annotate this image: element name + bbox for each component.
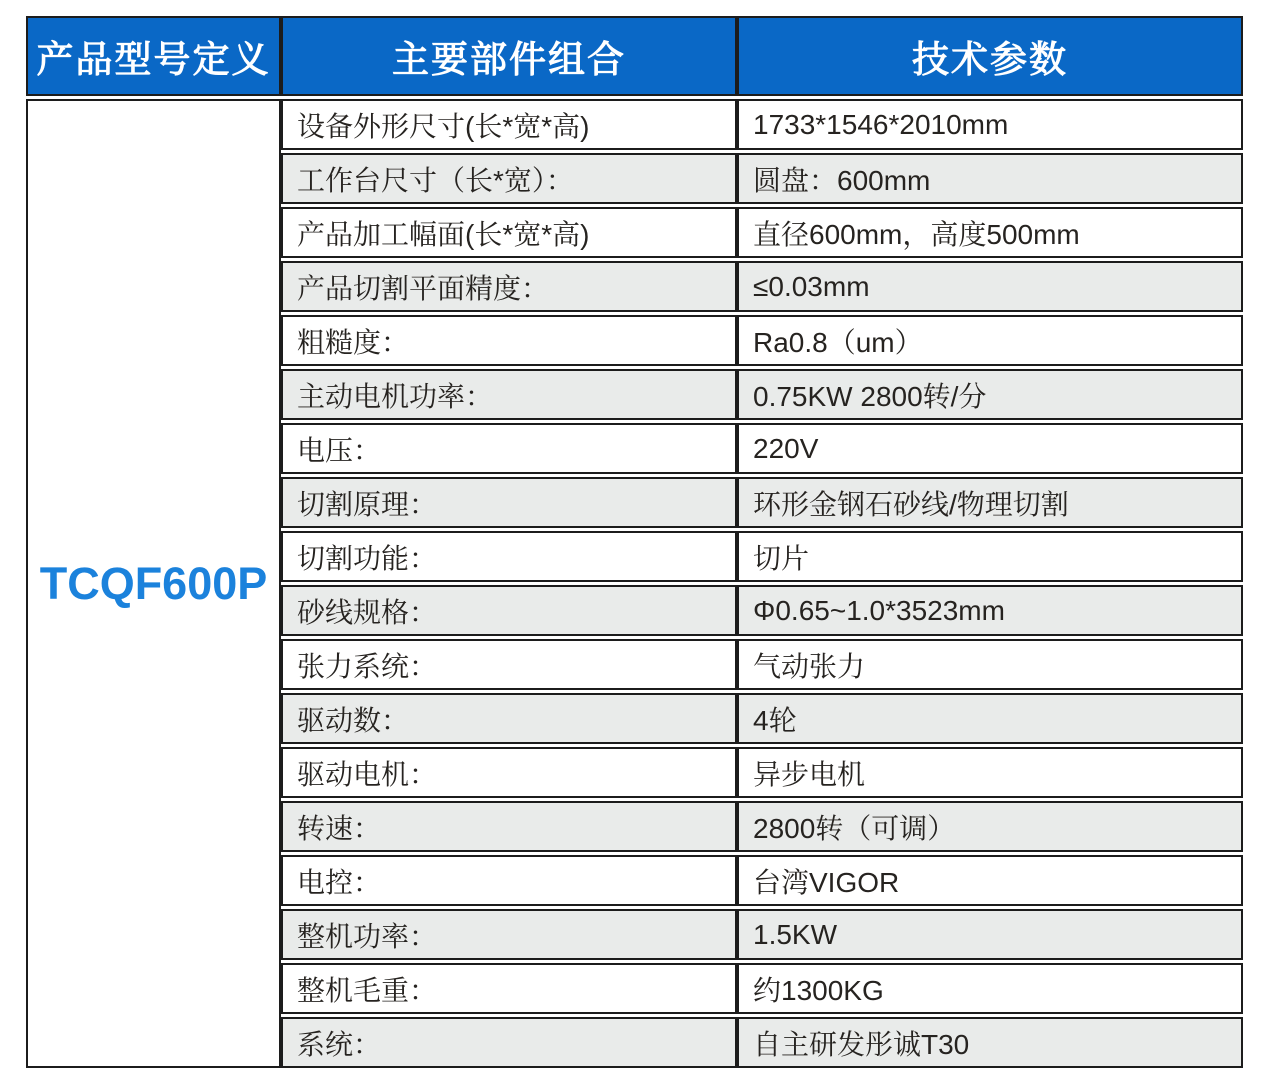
spec-label: 主动电机功率： — [281, 369, 737, 420]
spec-value: 切片 — [737, 531, 1243, 582]
spec-label: 工作台尺寸（长*宽）： — [281, 153, 737, 204]
header-row — [26, 16, 1243, 96]
spec-label: 整机毛重： — [281, 963, 737, 1014]
spec-value: 220V — [737, 423, 1243, 474]
spec-value: 2800转（可调） — [737, 801, 1243, 852]
spec-value: Ra0.8（um） — [737, 315, 1243, 366]
model-cell — [26, 99, 281, 1068]
product-model-name: TCQF600P — [39, 557, 268, 609]
spec-value: 圆盘：600mm — [737, 153, 1243, 204]
spec-value: ≤0.03mm — [737, 261, 1243, 312]
spec-label: 驱动数： — [281, 693, 737, 744]
spec-value: 异步电机 — [737, 747, 1243, 798]
spec-label: 整机功率： — [281, 909, 737, 960]
spec-label: 产品切割平面精度： — [281, 261, 737, 312]
spec-label: 转速： — [281, 801, 737, 852]
spec-value: 台湾VIGOR — [737, 855, 1243, 906]
spec-value: Φ0.65~1.0*3523mm — [737, 585, 1243, 636]
spec-label: 粗糙度： — [281, 315, 737, 366]
spec-value: 1733*1546*2010mm — [737, 99, 1243, 150]
spec-value: 环形金钢石砂线/物理切割 — [737, 477, 1243, 528]
spec-label: 切割原理： — [281, 477, 737, 528]
spec-value: 气动张力 — [737, 639, 1243, 690]
spec-label: 电控： — [281, 855, 737, 906]
spec-value: 4轮 — [737, 693, 1243, 744]
spec-label: 设备外形尺寸(长*宽*高) — [281, 99, 737, 150]
spec-value: 约1300KG — [737, 963, 1243, 1014]
spec-table-body — [26, 99, 1243, 1068]
spec-label: 电压： — [281, 423, 737, 474]
header-main-components: 主要部件组合 — [281, 16, 737, 96]
header-model-definition: 产品型号定义 — [26, 16, 281, 96]
spec-value: 1.5KW — [737, 909, 1243, 960]
spec-value: 自主研发彤诚T30 — [737, 1017, 1243, 1068]
header-technical-parameters: 技术参数 — [737, 16, 1243, 96]
product-spec-table — [26, 13, 1243, 1071]
spec-label: 张力系统： — [281, 639, 737, 690]
spec-label: 系统： — [281, 1017, 737, 1068]
spec-label: 驱动电机： — [281, 747, 737, 798]
spec-value: 0.75KW 2800转/分 — [737, 369, 1243, 420]
spec-label: 切割功能： — [281, 531, 737, 582]
spec-label: 砂线规格： — [281, 585, 737, 636]
spec-value: 直径600mm，高度500mm — [737, 207, 1243, 258]
spec-label: 产品加工幅面(长*宽*高) — [281, 207, 737, 258]
spec-row — [26, 99, 1243, 150]
